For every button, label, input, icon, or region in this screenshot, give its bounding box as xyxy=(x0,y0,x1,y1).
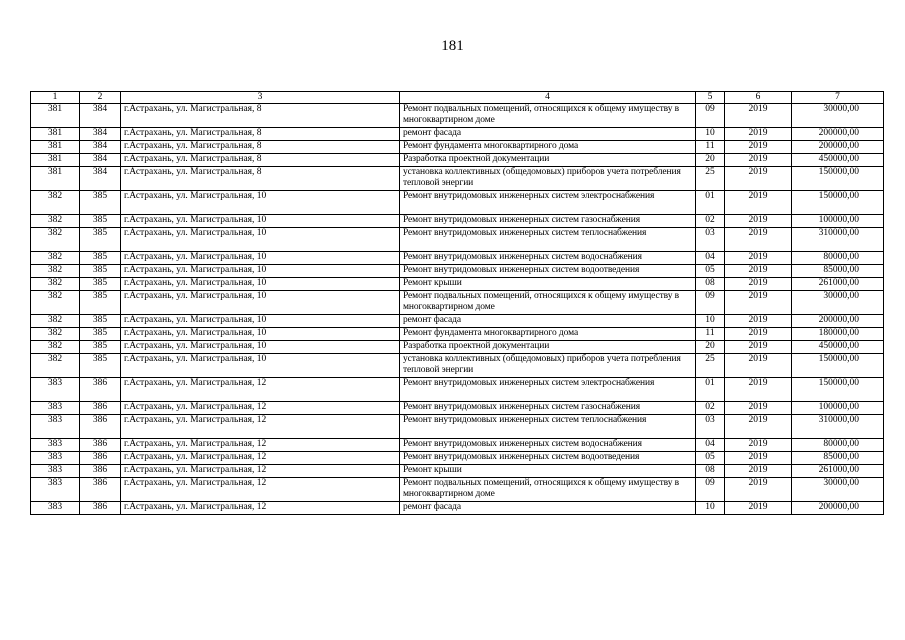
table-row xyxy=(31,291,884,315)
cost-cell: 450000,00 xyxy=(792,341,884,354)
row-number-cell: 383 xyxy=(31,465,80,478)
work-code-cell: 10 xyxy=(696,502,725,515)
address-cell: г.Астрахань, ул. Магистральная, 12 xyxy=(121,402,400,415)
work-code-cell: 09 xyxy=(696,478,725,502)
house-number-cell: 385 xyxy=(80,252,121,265)
address-cell: г.Астрахань, ул. Магистральная, 8 xyxy=(121,104,400,128)
work-type-cell: Ремонт внутридомовых инженерных систем газоснабжения xyxy=(400,402,696,415)
work-code-cell: 05 xyxy=(696,452,725,465)
work-code-cell: 01 xyxy=(696,191,725,215)
year-cell: 2019 xyxy=(725,354,792,378)
row-number-cell: 382 xyxy=(31,252,80,265)
house-number-cell: 386 xyxy=(80,439,121,452)
row-number-cell: 382 xyxy=(31,291,80,315)
year-cell: 2019 xyxy=(725,452,792,465)
year-cell: 2019 xyxy=(725,265,792,278)
column-header: 6 xyxy=(725,92,792,104)
work-type-cell: Ремонт внутридомовых инженерных систем теплоснабжения xyxy=(400,228,696,252)
address-cell: г.Астрахань, ул. Магистральная, 10 xyxy=(121,354,400,378)
cost-cell: 310000,00 xyxy=(792,415,884,439)
work-type-cell: Ремонт внутридомовых инженерных систем электроснабжения xyxy=(400,378,696,402)
table-row xyxy=(31,154,884,167)
work-type-cell: установка коллективных (общедомовых) приборов учета потребления тепловой энергии xyxy=(400,354,696,378)
cost-cell: 100000,00 xyxy=(792,215,884,228)
address-cell: г.Астрахань, ул. Магистральная, 10 xyxy=(121,252,400,265)
year-cell: 2019 xyxy=(725,328,792,341)
work-code-cell: 08 xyxy=(696,465,725,478)
work-type-cell: Ремонт внутридомовых инженерных систем электроснабжения xyxy=(400,191,696,215)
house-number-cell: 385 xyxy=(80,315,121,328)
year-cell: 2019 xyxy=(725,415,792,439)
house-number-cell: 384 xyxy=(80,141,121,154)
house-number-cell: 386 xyxy=(80,502,121,515)
work-code-cell: 25 xyxy=(696,354,725,378)
house-number-cell: 385 xyxy=(80,328,121,341)
table-row xyxy=(31,465,884,478)
address-cell: г.Астрахань, ул. Магистральная, 10 xyxy=(121,191,400,215)
cost-cell: 150000,00 xyxy=(792,354,884,378)
address-cell: г.Астрахань, ул. Магистральная, 10 xyxy=(121,228,400,252)
address-cell: г.Астрахань, ул. Магистральная, 10 xyxy=(121,328,400,341)
house-number-cell: 385 xyxy=(80,265,121,278)
column-header: 5 xyxy=(696,92,725,104)
table-row xyxy=(31,452,884,465)
cost-cell: 150000,00 xyxy=(792,167,884,191)
table-row xyxy=(31,228,884,252)
work-type-cell: Ремонт фундамента многоквартирного дома xyxy=(400,328,696,341)
table-row xyxy=(31,328,884,341)
table-row xyxy=(31,104,884,128)
table-row xyxy=(31,141,884,154)
address-cell: г.Астрахань, ул. Магистральная, 10 xyxy=(121,215,400,228)
row-number-cell: 382 xyxy=(31,328,80,341)
table-row xyxy=(31,502,884,515)
work-type-cell: Ремонт внутридомовых инженерных систем водоснабжения xyxy=(400,439,696,452)
house-number-cell: 384 xyxy=(80,128,121,141)
work-code-cell: 02 xyxy=(696,215,725,228)
house-number-cell: 384 xyxy=(80,167,121,191)
house-number-cell: 385 xyxy=(80,215,121,228)
year-cell: 2019 xyxy=(725,291,792,315)
address-cell: г.Астрахань, ул. Магистральная, 12 xyxy=(121,378,400,402)
cost-cell: 85000,00 xyxy=(792,265,884,278)
work-type-cell: ремонт фасада xyxy=(400,315,696,328)
row-number-cell: 383 xyxy=(31,402,80,415)
work-code-cell: 04 xyxy=(696,252,725,265)
table-row xyxy=(31,315,884,328)
table-row xyxy=(31,415,884,439)
cost-cell: 200000,00 xyxy=(792,315,884,328)
year-cell: 2019 xyxy=(725,502,792,515)
address-cell: г.Астрахань, ул. Магистральная, 10 xyxy=(121,278,400,291)
work-code-cell: 11 xyxy=(696,328,725,341)
year-cell: 2019 xyxy=(725,141,792,154)
work-code-cell: 09 xyxy=(696,104,725,128)
work-code-cell: 11 xyxy=(696,141,725,154)
work-code-cell: 20 xyxy=(696,154,725,167)
address-cell: г.Астрахань, ул. Магистральная, 8 xyxy=(121,167,400,191)
address-cell: г.Астрахань, ул. Магистральная, 8 xyxy=(121,128,400,141)
address-cell: г.Астрахань, ул. Магистральная, 10 xyxy=(121,291,400,315)
house-number-cell: 386 xyxy=(80,452,121,465)
table-row xyxy=(31,128,884,141)
work-type-cell: Ремонт подвальных помещений, относящихся к общему имуществу в многоквартирном доме xyxy=(400,478,696,502)
row-number-cell: 383 xyxy=(31,452,80,465)
work-type-cell: Ремонт подвальных помещений, относящихся к общему имуществу в многоквартирном доме xyxy=(400,291,696,315)
cost-cell: 310000,00 xyxy=(792,228,884,252)
year-cell: 2019 xyxy=(725,154,792,167)
year-cell: 2019 xyxy=(725,478,792,502)
table-row xyxy=(31,402,884,415)
work-type-cell: Ремонт внутридомовых инженерных систем водоснабжения xyxy=(400,252,696,265)
row-number-cell: 383 xyxy=(31,415,80,439)
cost-cell: 100000,00 xyxy=(792,402,884,415)
address-cell: г.Астрахань, ул. Магистральная, 12 xyxy=(121,415,400,439)
house-number-cell: 385 xyxy=(80,341,121,354)
work-code-cell: 08 xyxy=(696,278,725,291)
work-type-cell: ремонт фасада xyxy=(400,128,696,141)
work-code-cell: 04 xyxy=(696,439,725,452)
table-row xyxy=(31,252,884,265)
address-cell: г.Астрахань, ул. Магистральная, 12 xyxy=(121,502,400,515)
cost-cell: 200000,00 xyxy=(792,502,884,515)
row-number-cell: 382 xyxy=(31,341,80,354)
work-type-cell: Разработка проектной документации xyxy=(400,341,696,354)
work-type-cell: Ремонт фундамента многоквартирного дома xyxy=(400,141,696,154)
work-type-cell: Ремонт внутридомовых инженерных систем газоснабжения xyxy=(400,215,696,228)
table-row xyxy=(31,265,884,278)
cost-cell: 180000,00 xyxy=(792,328,884,341)
work-code-cell: 10 xyxy=(696,128,725,141)
column-header: 1 xyxy=(31,92,80,104)
table-row xyxy=(31,191,884,215)
page-number: 181 xyxy=(441,38,464,54)
cost-cell: 85000,00 xyxy=(792,452,884,465)
work-code-cell: 25 xyxy=(696,167,725,191)
year-cell: 2019 xyxy=(725,228,792,252)
cost-cell: 80000,00 xyxy=(792,252,884,265)
row-number-cell: 383 xyxy=(31,439,80,452)
address-cell: г.Астрахань, ул. Магистральная, 10 xyxy=(121,341,400,354)
work-type-cell: ремонт фасада xyxy=(400,502,696,515)
row-number-cell: 381 xyxy=(31,128,80,141)
year-cell: 2019 xyxy=(725,191,792,215)
row-number-cell: 382 xyxy=(31,315,80,328)
house-number-cell: 386 xyxy=(80,478,121,502)
year-cell: 2019 xyxy=(725,315,792,328)
year-cell: 2019 xyxy=(725,278,792,291)
house-number-cell: 385 xyxy=(80,278,121,291)
table-row xyxy=(31,354,884,378)
work-type-cell: Ремонт внутридомовых инженерных систем водоотведения xyxy=(400,265,696,278)
column-header: 7 xyxy=(792,92,884,104)
row-number-cell: 383 xyxy=(31,478,80,502)
row-number-cell: 382 xyxy=(31,191,80,215)
address-cell: г.Астрахань, ул. Магистральная, 10 xyxy=(121,265,400,278)
house-number-cell: 385 xyxy=(80,291,121,315)
row-number-cell: 381 xyxy=(31,104,80,128)
year-cell: 2019 xyxy=(725,104,792,128)
address-cell: г.Астрахань, ул. Магистральная, 8 xyxy=(121,141,400,154)
work-code-cell: 20 xyxy=(696,341,725,354)
work-type-cell: Ремонт подвальных помещений, относящихся к общему имуществу в многоквартирном доме xyxy=(400,104,696,128)
year-cell: 2019 xyxy=(725,128,792,141)
table-row xyxy=(31,215,884,228)
row-number-cell: 381 xyxy=(31,167,80,191)
work-type-cell: Ремонт крыши xyxy=(400,465,696,478)
house-number-cell: 386 xyxy=(80,402,121,415)
year-cell: 2019 xyxy=(725,167,792,191)
row-number-cell: 383 xyxy=(31,378,80,402)
year-cell: 2019 xyxy=(725,341,792,354)
row-number-cell: 382 xyxy=(31,228,80,252)
house-number-cell: 384 xyxy=(80,104,121,128)
year-cell: 2019 xyxy=(725,252,792,265)
repair-schedule-table xyxy=(30,91,884,515)
house-number-cell: 386 xyxy=(80,415,121,439)
cost-cell: 30000,00 xyxy=(792,478,884,502)
row-number-cell: 381 xyxy=(31,154,80,167)
row-number-cell: 382 xyxy=(31,215,80,228)
work-type-cell: Разработка проектной документации xyxy=(400,154,696,167)
house-number-cell: 386 xyxy=(80,378,121,402)
table-header-row xyxy=(31,92,884,104)
year-cell: 2019 xyxy=(725,402,792,415)
work-type-cell: Ремонт внутридомовых инженерных систем водоотведения xyxy=(400,452,696,465)
address-cell: г.Астрахань, ул. Магистральная, 10 xyxy=(121,315,400,328)
work-type-cell: установка коллективных (общедомовых) приборов учета потребления тепловой энергии xyxy=(400,167,696,191)
row-number-cell: 383 xyxy=(31,502,80,515)
cost-cell: 80000,00 xyxy=(792,439,884,452)
address-cell: г.Астрахань, ул. Магистральная, 12 xyxy=(121,452,400,465)
work-code-cell: 03 xyxy=(696,228,725,252)
table-row xyxy=(31,378,884,402)
work-type-cell: Ремонт крыши xyxy=(400,278,696,291)
cost-cell: 261000,00 xyxy=(792,278,884,291)
address-cell: г.Астрахань, ул. Магистральная, 8 xyxy=(121,154,400,167)
cost-cell: 261000,00 xyxy=(792,465,884,478)
table-row xyxy=(31,278,884,291)
cost-cell: 30000,00 xyxy=(792,291,884,315)
work-code-cell: 05 xyxy=(696,265,725,278)
address-cell: г.Астрахань, ул. Магистральная, 12 xyxy=(121,465,400,478)
table-row xyxy=(31,439,884,452)
address-cell: г.Астрахань, ул. Магистральная, 12 xyxy=(121,478,400,502)
cost-cell: 150000,00 xyxy=(792,378,884,402)
work-type-cell: Ремонт внутридомовых инженерных систем теплоснабжения xyxy=(400,415,696,439)
row-number-cell: 382 xyxy=(31,265,80,278)
cost-cell: 200000,00 xyxy=(792,128,884,141)
column-header: 4 xyxy=(400,92,696,104)
address-cell: г.Астрахань, ул. Магистральная, 12 xyxy=(121,439,400,452)
year-cell: 2019 xyxy=(725,378,792,402)
work-code-cell: 01 xyxy=(696,378,725,402)
house-number-cell: 384 xyxy=(80,154,121,167)
table-row xyxy=(31,167,884,191)
house-number-cell: 385 xyxy=(80,191,121,215)
year-cell: 2019 xyxy=(725,465,792,478)
table-row xyxy=(31,478,884,502)
work-code-cell: 10 xyxy=(696,315,725,328)
work-code-cell: 03 xyxy=(696,415,725,439)
house-number-cell: 386 xyxy=(80,465,121,478)
cost-cell: 450000,00 xyxy=(792,154,884,167)
cost-cell: 200000,00 xyxy=(792,141,884,154)
column-header: 3 xyxy=(121,92,400,104)
row-number-cell: 382 xyxy=(31,278,80,291)
column-header: 2 xyxy=(80,92,121,104)
work-code-cell: 09 xyxy=(696,291,725,315)
cost-cell: 150000,00 xyxy=(792,191,884,215)
row-number-cell: 382 xyxy=(31,354,80,378)
cost-cell: 30000,00 xyxy=(792,104,884,128)
work-code-cell: 02 xyxy=(696,402,725,415)
year-cell: 2019 xyxy=(725,215,792,228)
table-row xyxy=(31,341,884,354)
row-number-cell: 381 xyxy=(31,141,80,154)
year-cell: 2019 xyxy=(725,439,792,452)
house-number-cell: 385 xyxy=(80,228,121,252)
house-number-cell: 385 xyxy=(80,354,121,378)
